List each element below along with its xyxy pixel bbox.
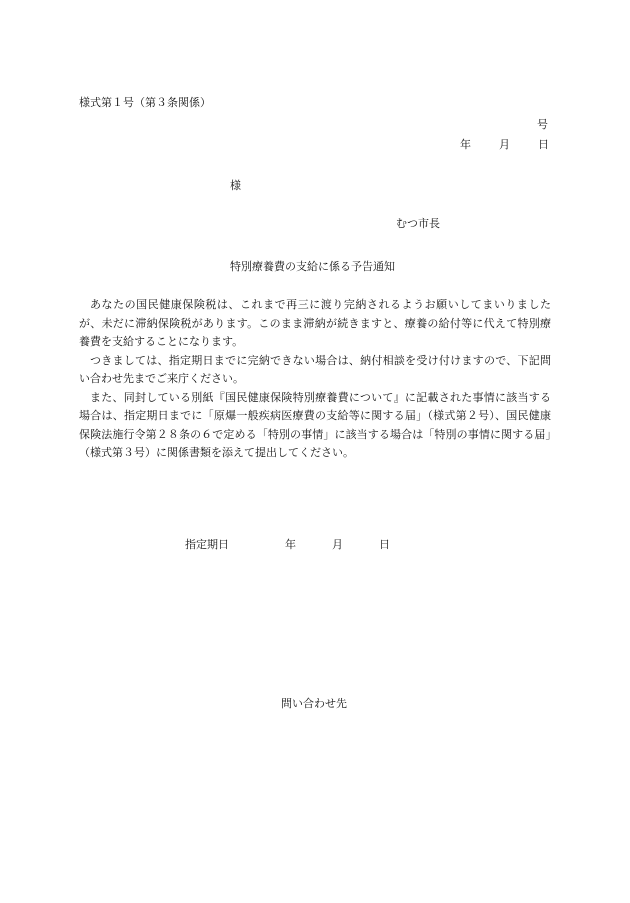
deadline	[185, 539, 390, 550]
deadline-year: 年	[285, 538, 296, 551]
deadline-month: 月	[332, 538, 343, 551]
document-title: 特別療養費の支給に係る予告通知	[230, 260, 395, 273]
deadline-label: 指定期日	[185, 538, 229, 551]
form-label: 様式第１号（第３条関係）	[79, 96, 211, 109]
issue-date-day: 日	[538, 138, 549, 151]
issue-date-month: 月	[499, 138, 510, 151]
body-paragraph: また、同封している別紙『国民健康保険特別療養費について』に記載された事情に該当する場合は、指定期日までに「原爆一般疾病医療費の支給等に関する届」（様式第２号）、国民健康保険法施行令第２８条の６で定める「特別の事情」に該当する場合は「特別の事情に関する届」（様式第３号）に関係書類を添えて提出してください。	[79, 390, 551, 459]
body-paragraph: あなたの国民健康保険税は、これまで再三に渡り完納されるようお願いしてまいりましたが、未だに滞納保険税があります。このまま滞納が続きますと、療養の給付等に代えて特別療養費を支給することになります。	[79, 298, 551, 348]
addressee-suffix: 様	[230, 179, 241, 192]
body-paragraph: つきましては、指定期日までに完納できない場合は、納付相談を受け付けますので、下記問い合わせ先までご来庁ください。	[79, 353, 551, 385]
deadline-day: 日	[379, 538, 390, 551]
contact-label: 問い合わせ先	[281, 697, 347, 710]
body-text	[79, 296, 551, 463]
issue-date	[460, 139, 549, 150]
document-number-label: 号	[537, 118, 548, 131]
sender-name: むつ市長	[396, 217, 440, 230]
issue-date-year: 年	[460, 138, 471, 151]
